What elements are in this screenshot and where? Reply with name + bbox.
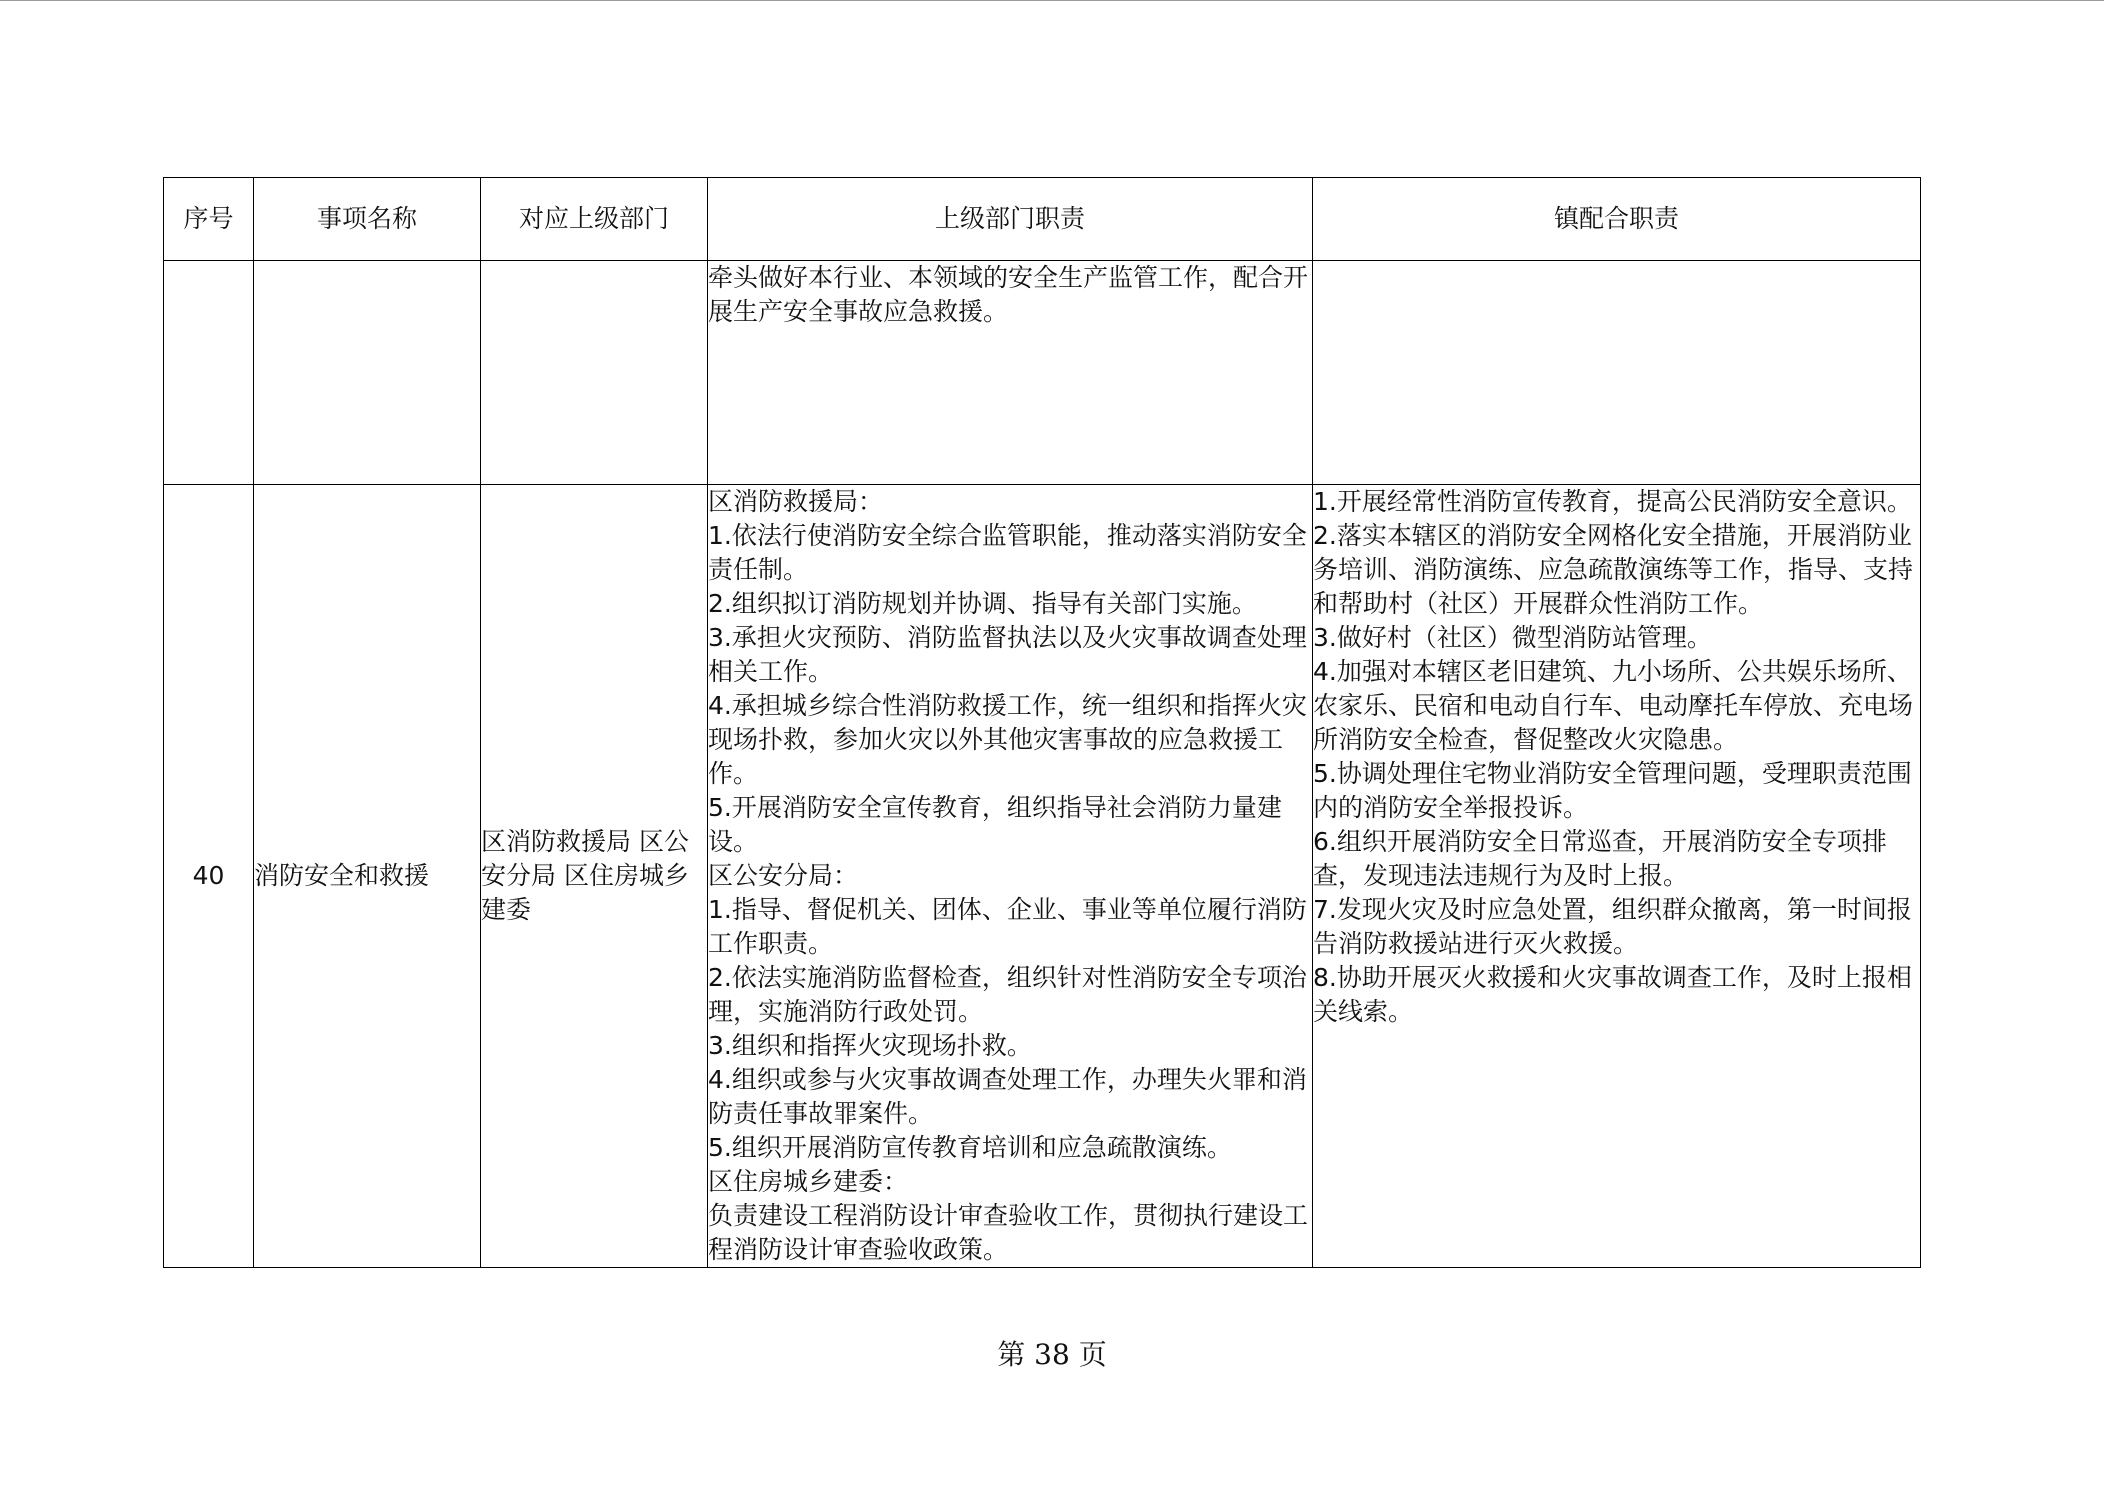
- table-header-row: [164, 178, 1921, 261]
- upper-duty-line: 2.依法实施消防监督检查，组织针对性消防安全专项治理，实施消防行政处罚。: [708, 963, 1307, 1026]
- header-upper-department-duties: 上级部门职责: [708, 178, 1313, 261]
- continued-dept-cell: [481, 261, 708, 485]
- upper-duty-line: 5.开展消防安全宣传教育，组织指导社会消防力量建设。: [708, 793, 1282, 856]
- upper-duty-line: 负责建设工程消防设计审查验收工作，贯彻执行建设工程消防设计审查验收政策。: [708, 1201, 1309, 1264]
- page-top-rule: [0, 0, 2104, 1]
- continued-serial-cell: [164, 261, 254, 485]
- town-duty-line: 8.协助开展灭火救援和火灾事故调查工作，及时上报相关线索。: [1313, 963, 1912, 1026]
- continued-upper-duty-line: 牵头做好本行业、本领域的安全生产监管工作，配合开展生产安全事故应急救援。: [708, 263, 1309, 326]
- upper-duty-line: 1.指导、督促机关、团体、企业、事业等单位履行消防工作职责。: [708, 895, 1307, 958]
- town-duty-line: 4.加强对本辖区老旧建筑、九小场所、公共娱乐场所、农家乐、民宿和电动自行车、电动摩托车停放、充电场所消防安全检查，督促整改火灾隐患。: [1313, 657, 1914, 754]
- row-40-serial-number: 40: [164, 485, 254, 1268]
- header-item-name: 事项名称: [254, 178, 481, 261]
- town-duty-line: 7.发现火灾及时应急处置，组织群众撤离，第一时间报告消防救援站进行灭火救援。: [1313, 895, 1912, 958]
- row-40-item-name: 消防安全和救援: [254, 485, 481, 1268]
- upper-duty-section-heading: 区公安分局：: [708, 861, 859, 890]
- continued-name-cell: [254, 261, 481, 485]
- town-duty-line: 3.做好村（社区）微型消防站管理。: [1313, 623, 1712, 652]
- town-duty-line: 6.组织开展消防安全日常巡查，开展消防安全专项排查，发现违法违规行为及时上报。: [1313, 827, 1887, 890]
- duty-table: [163, 177, 1921, 1268]
- header-corresponding-department: 对应上级部门: [481, 178, 708, 261]
- town-duty-line: 1.开展经常性消防宣传教育，提高公民消防安全意识。: [1313, 487, 1912, 516]
- continued-town-duties-cell: [1313, 261, 1921, 485]
- upper-duty-line: 1.依法行使消防安全综合监管职能，推动落实消防安全责任制。: [708, 521, 1307, 584]
- row-40-departments: 区消防救援局 区公安分局 区住房城乡建委: [481, 485, 708, 1268]
- upper-duty-line: 2.组织拟订消防规划并协调、指导有关部门实施。: [708, 589, 1257, 618]
- upper-duty-section-heading: 区消防救援局：: [708, 487, 884, 516]
- row-40-upper-duties-cell: [708, 485, 1313, 1268]
- continued-upper-duties-cell: [708, 261, 1313, 485]
- row-40-town-duties-cell: [1313, 485, 1921, 1268]
- page-number-footer: 第 38 页: [997, 1338, 1107, 1371]
- upper-duty-line: 5.组织开展消防宣传教育培训和应急疏散演练。: [708, 1133, 1232, 1162]
- table-row-40: [164, 485, 1921, 1268]
- town-duty-line: 5.协调处理住宅物业消防安全管理问题，受理职责范围内的消防安全举报投诉。: [1313, 759, 1912, 822]
- upper-duty-line: 3.组织和指挥火灾现场扑救。: [708, 1031, 1032, 1060]
- town-duty-line: 2.落实本辖区的消防安全网格化安全措施，开展消防业务培训、消防演练、应急疏散演练等工作，指导、支持和帮助村（社区）开展群众性消防工作。: [1313, 521, 1914, 618]
- upper-duty-line: 3.承担火灾预防、消防监督执法以及火灾事故调查处理相关工作。: [708, 623, 1307, 686]
- header-serial-number: 序号: [164, 178, 254, 261]
- upper-duty-line: 4.承担城乡综合性消防救援工作，统一组织和指挥火灾现场扑救，参加火灾以外其他灾害事故的应急救援工作。: [708, 691, 1307, 788]
- upper-duty-line: 4.组织或参与火灾事故调查处理工作，办理失火罪和消防责任事故罪案件。: [708, 1065, 1307, 1128]
- header-town-coordination-duties: 镇配合职责: [1313, 178, 1921, 261]
- upper-duty-section-heading: 区住房城乡建委：: [708, 1167, 909, 1196]
- table-row-continued: [164, 261, 1921, 485]
